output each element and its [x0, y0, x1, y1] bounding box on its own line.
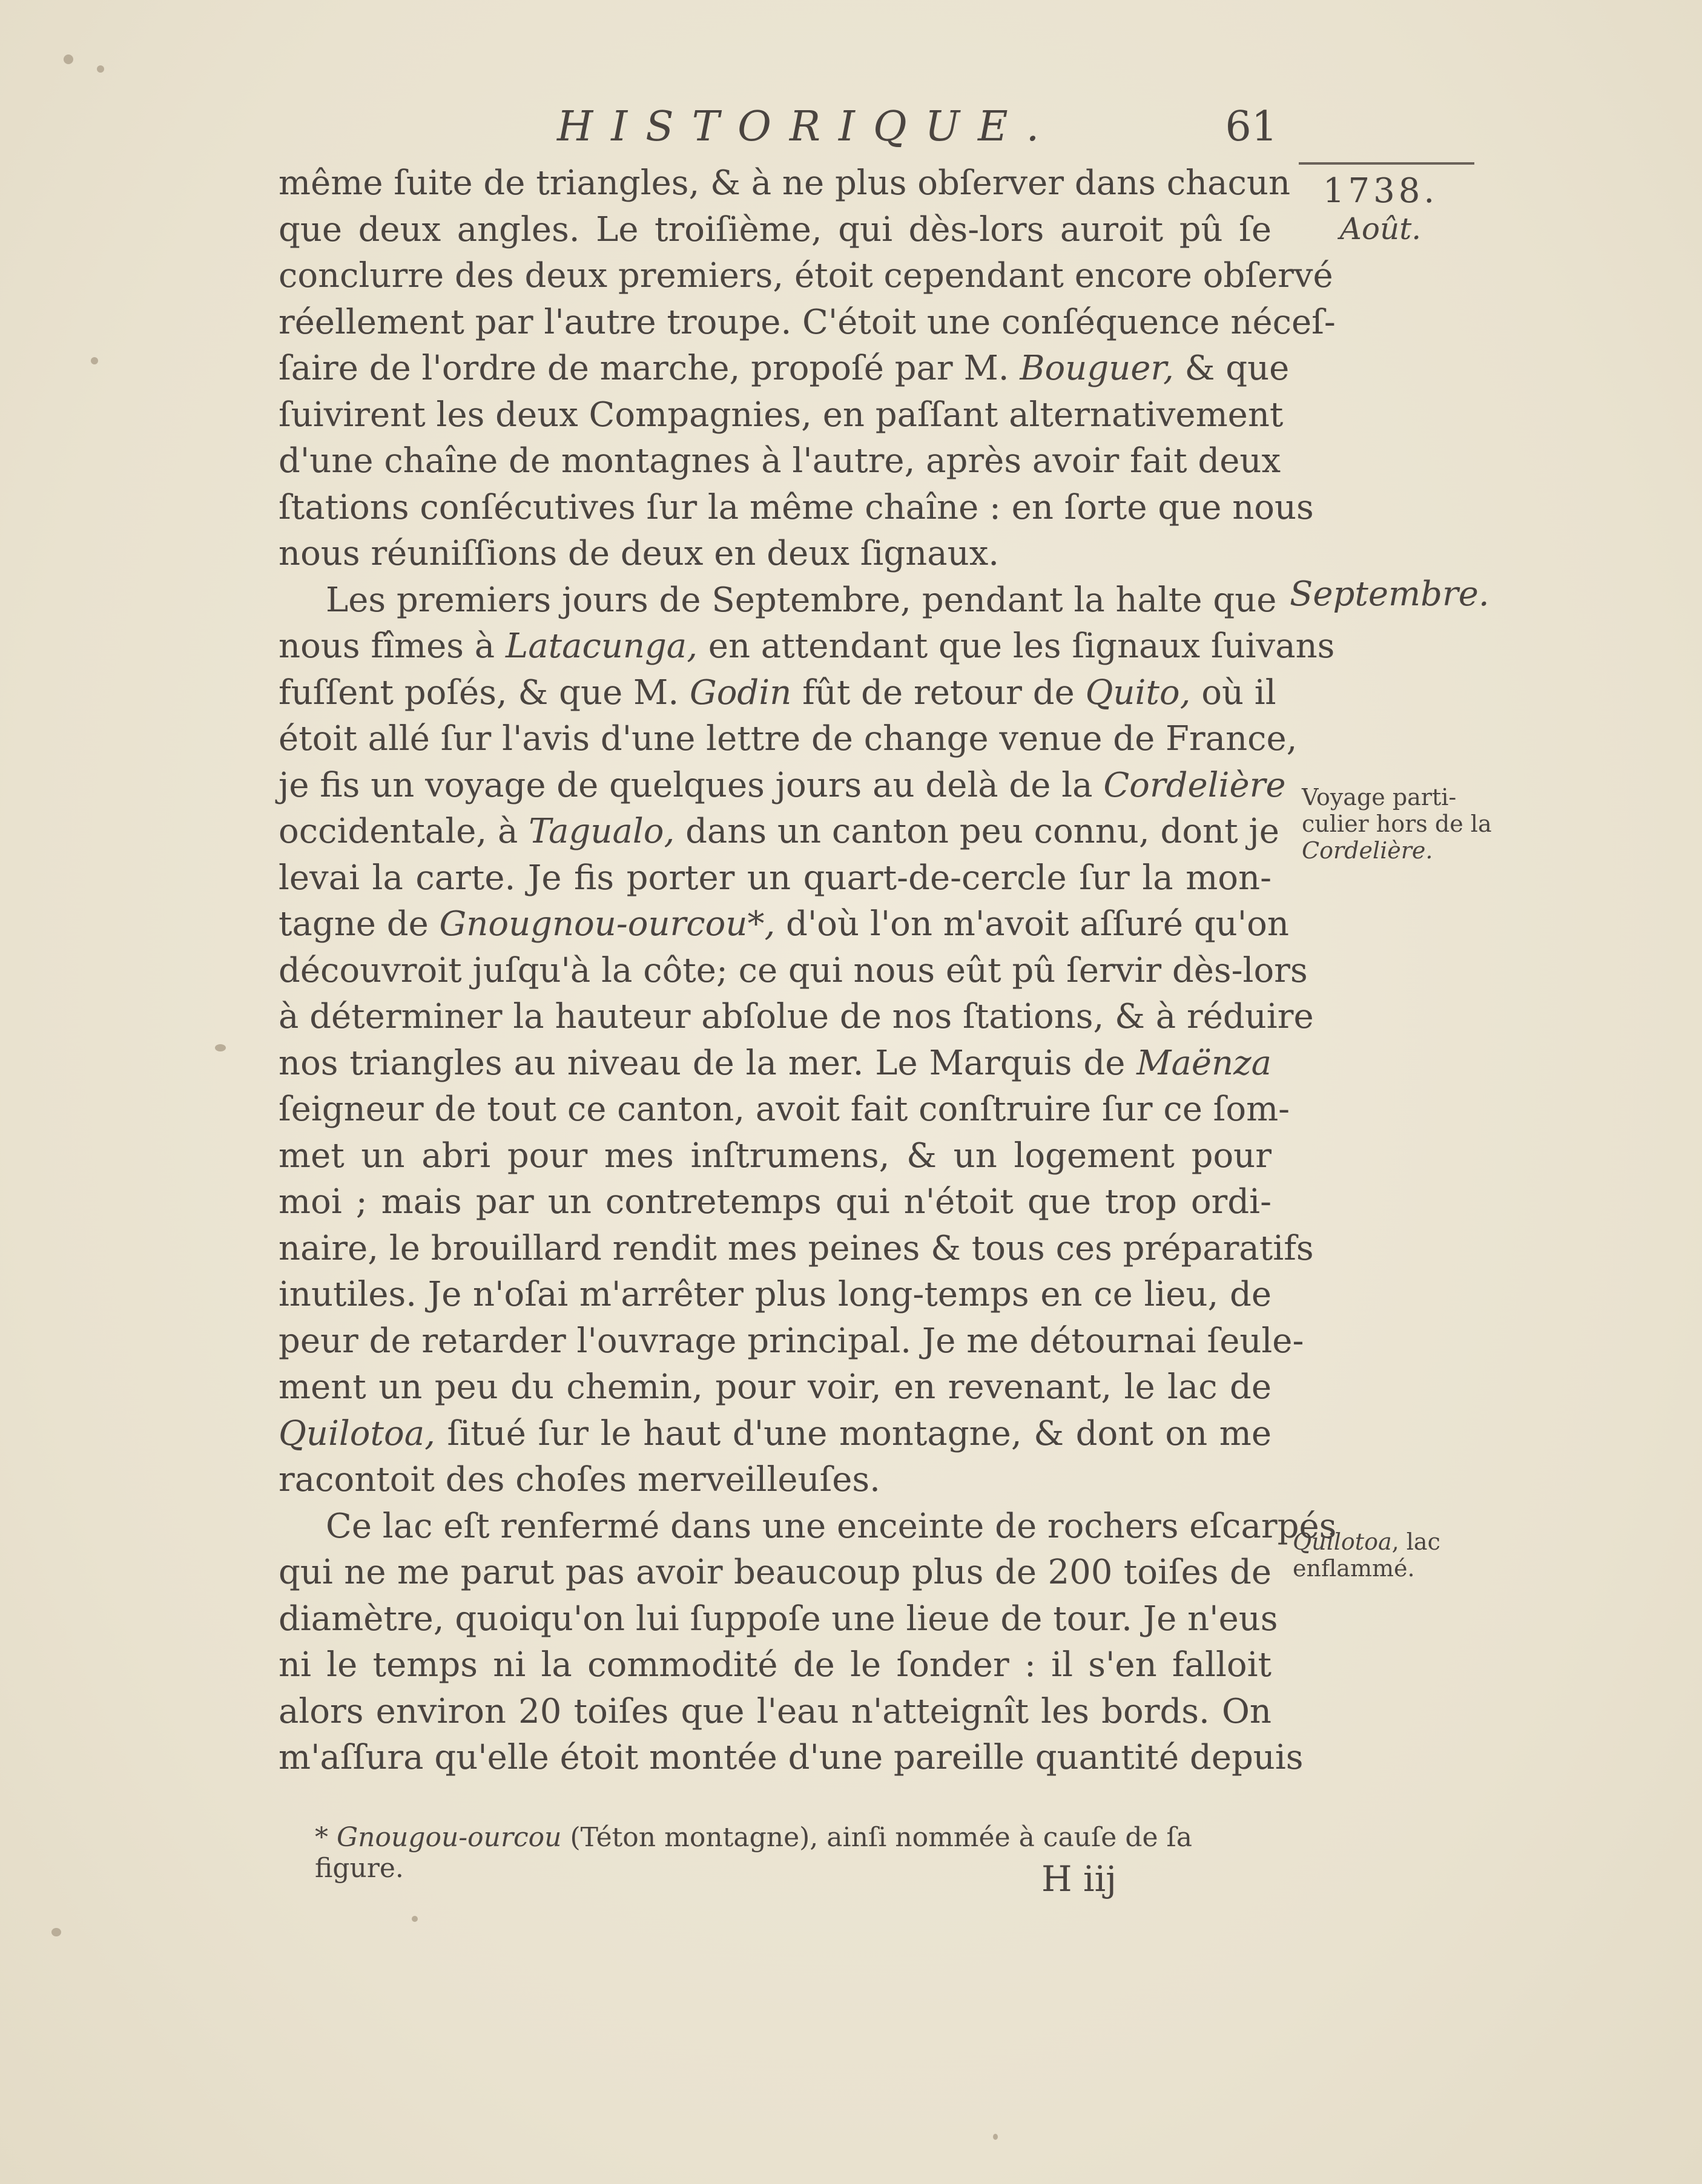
text-line: ſuivirent les deux Compagnies, en paſſant alternativement: [279, 395, 1284, 435]
text-line: nous fîmes à Latacunga, en attendant que les ſignaux ſuivans: [279, 627, 1335, 666]
margin-year: 1738.: [1322, 171, 1439, 211]
margin-voyage-note: [1302, 784, 1496, 864]
margin-voyage-line: culier hors de la: [1302, 811, 1492, 837]
text-line: d'une chaîne de montagnes à l'autre, après avoir fait deux: [279, 441, 1281, 481]
paper-speck: [412, 1916, 418, 1922]
text-line: Ce lac eſt renfermé dans une enceinte de rochers eſcarpés: [326, 1506, 1337, 1546]
paper-speck: [91, 357, 98, 364]
margin-quilotoa-rest: , lac: [1391, 1528, 1440, 1555]
text-line: Les premiers jours de Septembre, pendant la halte que: [326, 580, 1277, 620]
text-line: ment un peu du chemin, pour voir, en revenant, le lac de: [279, 1367, 1272, 1407]
text-line: réellement par l'autre troupe. C'étoit une conſéquence néceſ-: [279, 302, 1336, 342]
paper-speck: [64, 54, 73, 64]
margin-voyage-line: Cordelière.: [1302, 837, 1433, 864]
margin-september: Septembre.: [1290, 574, 1489, 614]
paper-speck: [993, 2134, 998, 2140]
margin-date: [1290, 173, 1471, 248]
text-line: racontoit des choſes merveilleuſes.: [279, 1460, 880, 1499]
paragraph: [279, 1504, 1337, 1781]
text-line: nous réuniſſions de deux en deux ſignaux.: [279, 534, 1000, 573]
text-line: ſeigneur de tout ce canton, avoit fait conſtruire ſur ce ſom-: [279, 1090, 1290, 1129]
paragraph: [279, 577, 1335, 1504]
text-line: levai la carte. Je fis porter un quart-de-cercle ſur la mon-: [279, 858, 1272, 898]
running-head: HISTORIQUE.: [557, 103, 1058, 151]
text-line: diamètre, quoiqu'on lui ſuppoſe une lieue de tour. Je n'eus: [279, 1599, 1278, 1639]
margin-month: Août.: [1339, 211, 1422, 246]
text-line: m'aſſura qu'elle étoit montée d'une pareille quantité depuis: [279, 1738, 1304, 1777]
footnote-head: * Gnougou-ourcou: [315, 1822, 562, 1853]
margin-voyage-line: Voyage parti-: [1302, 784, 1457, 811]
main-text: [279, 160, 1337, 1781]
page-number: 61: [1225, 103, 1278, 151]
footnote-text: (Téton montagne), ainſi nommée à cauſe de ſa figure.: [315, 1822, 1193, 1884]
margin-rule: [1299, 162, 1474, 165]
signature-mark: H iij: [1041, 1858, 1117, 1899]
text-line: Quilotoa, ſitué ſur le haut d'une montagne, & dont on me: [279, 1413, 1272, 1453]
page-header: [266, 103, 1284, 151]
text-line: que deux angles. Le troiſième, qui dès-lors auroit pû ſe: [279, 209, 1272, 249]
text-line: étoit allé ſur l'avis d'une lettre de change venue de France,: [279, 719, 1298, 758]
text-line: occidentale, à Tagualo, dans un canton peu connu, dont je: [279, 812, 1279, 851]
text-line: alors environ 20 toiſes que l'eau n'atteignît les bords. On: [279, 1691, 1272, 1731]
text-line: à déterminer la hauteur abſolue de nos ſtations, & à réduire: [279, 997, 1314, 1036]
paper-speck: [97, 65, 104, 73]
text-line: tagne de Gnougnou-ourcou*, d'où l'on m'avoit aſſuré qu'on: [279, 904, 1289, 944]
text-line: moi ; mais par un contretemps qui n'étoit que trop ordi-: [279, 1182, 1272, 1222]
text-line: fuſſent poſés, & que M. Godin fût de retour de Quito, où il: [279, 673, 1276, 712]
paper-speck: [51, 1928, 61, 1936]
paragraph: [279, 160, 1336, 577]
margin-quilotoa-name: Quilotoa: [1293, 1528, 1392, 1555]
text-line: qui ne me parut pas avoir beaucoup plus de 200 toiſes de: [279, 1553, 1272, 1592]
text-line: nos triangles au niveau de la mer. Le Marquis de Maënza: [279, 1043, 1272, 1083]
text-line: naire, le brouillard rendit mes peines & tous ces préparatifs: [279, 1228, 1314, 1268]
text-line: conclurre des deux premiers, étoit cependant encore obſervé: [279, 256, 1333, 295]
paper-speck: [215, 1044, 226, 1051]
margin-quilotoa-line: enflammé.: [1293, 1555, 1415, 1582]
text-line: inutiles. Je n'oſai m'arrêter plus long-temps en ce lieu, de: [279, 1275, 1272, 1314]
text-line: met un abri pour mes inſtrumens, & un logement pour: [279, 1136, 1272, 1176]
text-line: ſtations conſécutives ſur la même chaîne : en ſorte que nous: [279, 487, 1314, 527]
text-line: découvroit juſqu'à la côte; ce qui nous eût pû ſervir dès-lors: [279, 950, 1308, 990]
text-line: même ſuite de triangles, & à ne plus obſerver dans chacun: [279, 163, 1291, 203]
footnote: [315, 1822, 1284, 1884]
text-line: ni le temps ni la commodité de le ſonder : il s'en falloit: [279, 1645, 1272, 1685]
text-line: peur de retarder l'ouvrage principal. Je me détournai ſeule-: [279, 1321, 1304, 1361]
text-line: ſaire de l'ordre de marche, propoſé par M. Bouguer, & que: [279, 349, 1290, 388]
text-line: je fis un voyage de quelques jours au delà de la Cordelière: [279, 765, 1286, 805]
